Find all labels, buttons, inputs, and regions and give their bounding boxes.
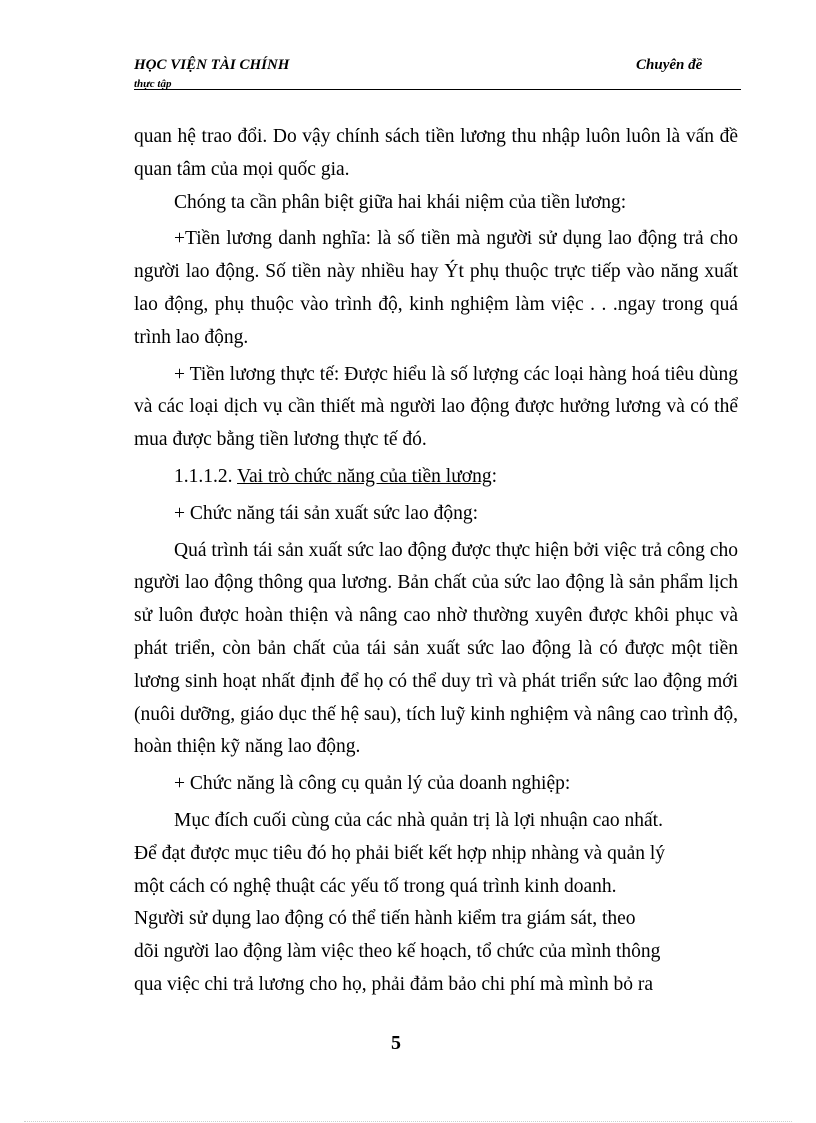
header-subtitle: thực tập xyxy=(134,78,172,90)
paragraph: +Tiền lương danh nghĩa: là số tiền mà người sử dụng lao động trả cho người lao động. Số tiền này nhiều hay Ýt phụ thuộc trực tiếp vào năng xuất lao động, phụ thuộc vào trình độ, kinh nghiệm làm việc . . .ngay trong quá trình lao động. xyxy=(134,228,738,348)
paragraph-line: Mục đích cuối cùng của các nhà quản trị là lợi nhuận cao nhất. xyxy=(174,809,663,831)
page-bottom-edge xyxy=(24,1121,792,1122)
paragraph: Quá trình tái sản xuất sức lao động được thực hiện bởi việc trả công cho người lao động thông qua lương. Bản chất của sức lao động là sản phẩm lịch sử luôn được hoàn thiện và nâng cao nhờ thường xuyên được khôi phục và phát triển, còn bản chất của tái sản xuất sức lao động là có được một tiền lương sinh hoạt nhất định để họ có thể duy trì và phát triển sức lao động mới (nuôi dưỡng, giáo dục thế hệ sau), tích luỹ kinh nghiệm và nâng cao trình độ, hoàn thiện kỹ năng lao động. xyxy=(134,539,738,758)
paragraph-line: một cách có nghệ thuật các yếu tố trong quá trình kinh doanh. xyxy=(134,875,617,897)
header-document-type: Chuyên đề xyxy=(636,57,703,73)
section-suffix: : xyxy=(491,465,497,487)
page-number: 5 xyxy=(391,1032,401,1054)
paragraph: + Tiền lương thực tế: Được hiểu là số lượng các loại hàng hoá tiêu dùng và các loại dịch vụ cần thiết mà người lao động được hưởng lương và có thể mua được bằng tiền lương thực tế đó. xyxy=(134,363,738,451)
paragraph-line: Người sử dụng lao động có thể tiến hành kiểm tra giám sát, theo xyxy=(134,908,636,930)
last-paragraph xyxy=(134,805,738,1002)
header-institution: HỌC VIỆN TÀI CHÍNH xyxy=(134,57,290,73)
header-divider xyxy=(134,89,741,90)
paragraph-line: Để đạt được mục tiêu đó họ phải biết kết hợp nhịp nhàng và quản lý xyxy=(134,842,666,864)
section-number: 1.1.1.2. xyxy=(174,465,238,487)
paragraph-line: qua việc chi trả lương cho họ, phải đảm bảo chi phí mà mình bỏ ra xyxy=(134,973,654,995)
body-text xyxy=(134,121,738,1002)
section-heading xyxy=(134,461,738,494)
section-title: Vai trò chức năng của tiền lương xyxy=(237,465,492,487)
paragraph: + Chức năng tái sản xuất sức lao động: xyxy=(174,502,478,524)
paragraph: + Chức năng là công cụ quản lý của doanh nghiệp: xyxy=(174,773,571,795)
paragraph: Chóng ta cần phân biệt giữa hai khái niệm của tiền lương: xyxy=(174,191,627,213)
paragraph-line: dõi người lao động làm việc theo kế hoạch, tổ chức của mình thông xyxy=(134,941,661,963)
paragraph: quan hệ trao đổi. Do vậy chính sách tiền lương thu nhập luôn luôn là vấn đề quan tâm của mọi quốc gia. xyxy=(134,126,738,180)
